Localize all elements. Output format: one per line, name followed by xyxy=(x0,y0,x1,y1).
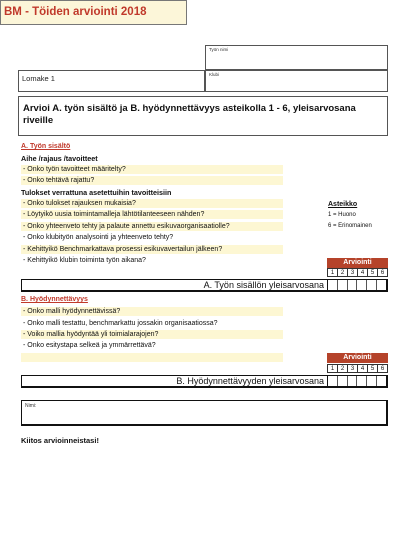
grade-number: 5 xyxy=(368,365,378,372)
section-a-subheading-2: Tulokset verrattuna asetettuihin tavoitteisiin xyxy=(21,188,172,197)
grade-cell[interactable] xyxy=(328,280,338,290)
section-b-title: B. Hyödynnettävyys xyxy=(21,296,88,303)
grade-number: 4 xyxy=(358,365,368,372)
overall-grade-b-row xyxy=(21,375,388,388)
grade-number: 6 xyxy=(380,270,385,276)
question-row: - Onko klubityön analysointi ja yhteenveto tehty? xyxy=(23,234,174,241)
grade-cell[interactable] xyxy=(348,280,358,290)
grade-cell[interactable] xyxy=(328,376,338,386)
grade-number: 4 xyxy=(358,269,368,276)
overall-grade-b-label: B. Hyödynnettävyyden yleisarvosana xyxy=(22,376,328,386)
grade-numbers-a xyxy=(327,268,388,277)
grade-number: 6 xyxy=(380,366,385,372)
grade-numbers-b xyxy=(327,364,388,373)
section-a-title: A. Työn sisältö xyxy=(21,143,71,150)
scale-high: 6 = Erinomainen xyxy=(328,223,372,229)
overall-grade-a-cells[interactable] xyxy=(328,280,386,290)
question-row: - Voiko mallia hyödyntää yli toimialarajojen? xyxy=(21,330,283,339)
question-row: - Onko malli testattu, benchmarkattu jossakin organisaatiossa? xyxy=(23,320,218,327)
evaluator-name-label: Nimi: xyxy=(25,403,37,409)
question-row: - Onko esitystapa selkeä ja ymmärrettävä? xyxy=(23,342,156,349)
grade-number: 5 xyxy=(368,269,378,276)
thanks-text: Kiitos arvioinneistasi! xyxy=(21,436,99,445)
overall-grade-a-row xyxy=(21,279,388,292)
grade-cell[interactable] xyxy=(357,376,367,386)
question-row: - Onko tehtävä rajattu? xyxy=(21,176,283,185)
question-row: - Kehittyikö klubin toiminta työn aikana? xyxy=(23,257,146,264)
grade-number: 2 xyxy=(338,365,348,372)
question-row: - Onko malli hyödynnettävissä? xyxy=(21,307,283,316)
grade-number: 3 xyxy=(348,269,358,276)
scale-low: 1 = Huono xyxy=(328,212,356,218)
overall-grade-b-cells[interactable] xyxy=(328,376,386,386)
question-row: - Löytyikö uusia toimintamalleja lähtötilanteeseen nähden? xyxy=(21,210,283,219)
grade-cell[interactable] xyxy=(338,376,348,386)
work-name-field[interactable] xyxy=(205,45,388,70)
instruction-cell xyxy=(18,96,388,136)
grade-number: 1 xyxy=(328,269,338,276)
question-row: - Onko yhteenveto tehty ja palaute annettu esikuvaorganisaatiolle? xyxy=(21,222,283,231)
grade-number: 3 xyxy=(348,365,358,372)
instruction-text: Arvioi A. työn sisältö ja B. hyödynnettävyys asteikolla 1 - 6, yleisarvosana riveille xyxy=(23,103,356,126)
section-a-subheading: Aihe /rajaus /tavoitteet xyxy=(21,154,98,163)
evaluator-name-field[interactable] xyxy=(21,400,388,426)
form-title: BM - Töiden arviointi 2018 xyxy=(4,6,147,18)
club-label: Klubi xyxy=(209,72,220,77)
form-title-cell xyxy=(0,0,187,25)
question-row: - Onko työn tavoitteet määritelty? xyxy=(21,165,283,174)
overall-grade-a-label: A. Työn sisällön yleisarvosana xyxy=(22,280,328,290)
question-row: - Onko tulokset rajauksen mukaisia? xyxy=(21,199,283,208)
grade-header-a: Arviointi xyxy=(327,258,388,268)
grade-cell[interactable] xyxy=(377,376,386,386)
empty-row xyxy=(21,353,283,362)
grade-cell[interactable] xyxy=(367,376,377,386)
club-field[interactable] xyxy=(205,70,388,92)
grade-cell[interactable] xyxy=(348,376,358,386)
grade-header-b: Arviointi xyxy=(327,353,388,363)
grade-number: 1 xyxy=(328,365,338,372)
grade-number: 2 xyxy=(338,269,348,276)
grade-cell[interactable] xyxy=(338,280,348,290)
question-row: - Kehittyikö Benchmarkattava prosessi esikuvavertailun jälkeen? xyxy=(21,245,283,254)
grade-cell[interactable] xyxy=(377,280,386,290)
grade-cell[interactable] xyxy=(367,280,377,290)
work-name-label: Työn nimi xyxy=(209,47,229,52)
grade-cell[interactable] xyxy=(357,280,367,290)
scale-title: Asteikko xyxy=(328,201,358,208)
form-number-cell xyxy=(18,70,205,92)
form-number: Lomake 1 xyxy=(22,74,55,83)
